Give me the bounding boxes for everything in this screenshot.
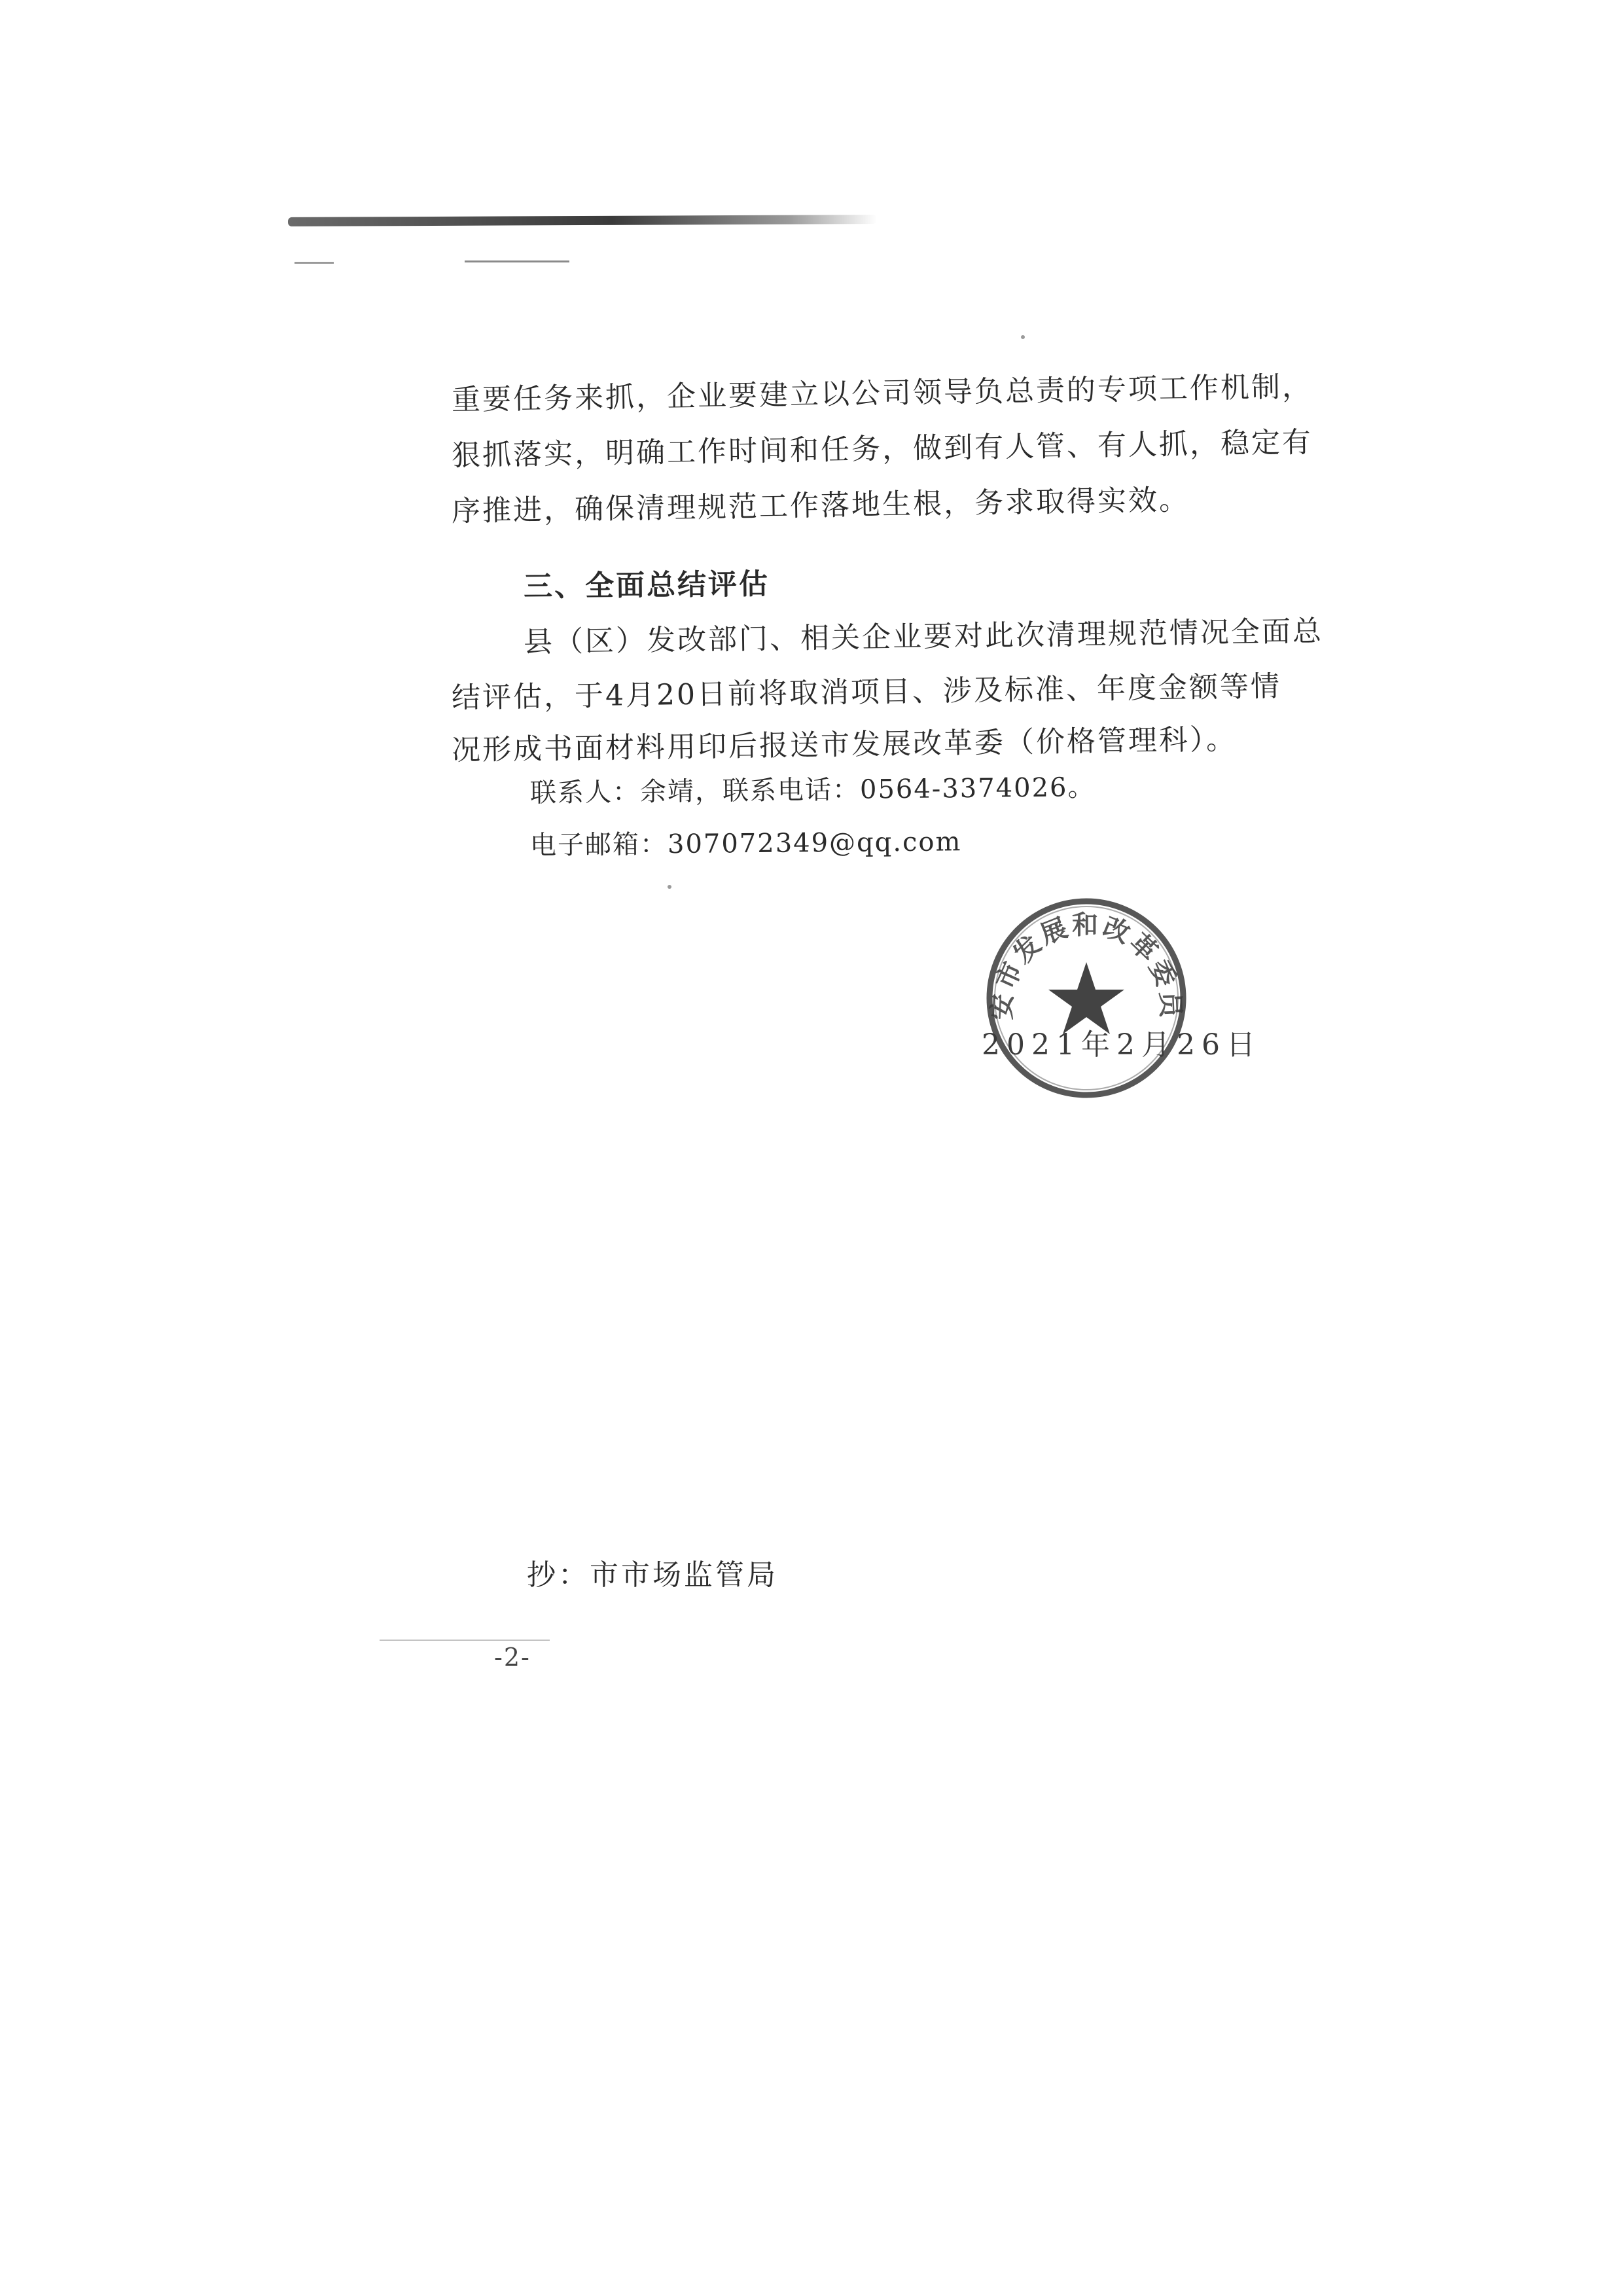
body-line-1: 重要任务来抓，企业要建立以公司领导负总责的专项工作机制， [451,370,1313,417]
section-heading: 三、全面总结评估 [523,567,770,603]
contact-email: 电子邮箱：307072349@qq.com [529,827,962,861]
contact-person: 联系人：余靖，联系电话：0564-3374026。 [529,772,1096,808]
page-number: -2- [494,1643,531,1672]
scan-artifact-bar [288,215,877,226]
seal-graphic [978,890,1194,1106]
body-line-3: 序推进，确保清理规范工作落地生根，务求取得实效。 [451,483,1190,528]
section-body-line-2: 结评估，于4月20日前将取消项目、涉及标准、年度金额等情 [451,670,1282,715]
footer-rule [380,1640,550,1641]
section-body-line-1: 县（区）发改部门、相关企业要对此次清理规范情况全面总 [523,614,1324,659]
scan-artifact-dash [294,262,334,264]
scan-artifact-dot [668,885,671,889]
body-line-2: 狠抓落实，明确工作时间和任务，做到有人管、有人抓，稳定有 [451,425,1313,473]
official-seal-stamp [978,890,1194,1106]
seal-text: 安市发展和改革委员 [987,910,1186,1021]
document-date: 2021年2月26日 [982,1028,1262,1062]
section-body-line-3: 况形成书面材料用印后报送市发展改革委（价格管理科）。 [451,723,1238,767]
cc-recipient: 抄：市市场监管局 [527,1558,778,1592]
scan-artifact-dash [465,260,569,262]
scan-artifact-dot [1021,335,1025,339]
